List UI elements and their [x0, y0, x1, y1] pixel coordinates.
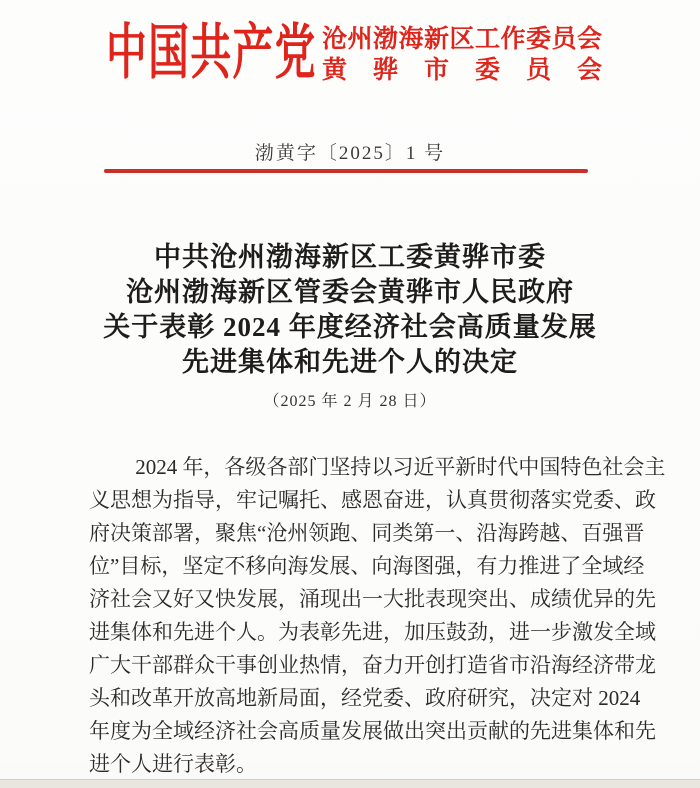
page-bottom-edge [0, 779, 700, 788]
title-line-4: 先进集体和先进个人的决定 [182, 347, 518, 377]
body-line: 头和改革开放高地新局面，经党委、政府研究，决定对 2024 [89, 686, 641, 710]
body-line: 2024 年，各级各部门坚持以习近平新时代中国特色社会主 [135, 455, 666, 479]
body-line: 进集体和先进个人。为表彰先进，加压鼓劲，进一步激发全域 [89, 620, 656, 644]
party-name-text: 中国共产党 [106, 20, 317, 86]
document-body [89, 451, 666, 781]
document-number: 渤黄字〔2025〕1 号 [254, 143, 446, 164]
body-line: 广大干部群众干事创业热情，奋力开创打造省市沿海经济带龙 [89, 653, 656, 677]
org-name-line1: 沧州渤海新区工作委员会 [322, 26, 602, 53]
org-name-line2: 黄骅市委员会 [322, 57, 602, 84]
title-line-1: 中共沧州渤海新区工委黄骅市委 [154, 242, 546, 272]
body-line: 义思想为指导，牢记嘱托、感恩奋进，认真贯彻落实党委、政 [89, 488, 656, 512]
title-line-2: 沧州渤海新区管委会黄骅市人民政府 [126, 277, 574, 307]
body-line: 府决策部署，聚焦“沧州领跑、同类第一、沿海跨越、百强晋 [89, 521, 645, 545]
issuing-org-block [322, 24, 602, 86]
body-line: 年度为全域经济社会高质量发展做出突出贡献的先进集体和先 [89, 719, 656, 743]
title-line-3: 关于表彰 2024 年度经济社会高质量发展 [103, 312, 597, 342]
letterhead [106, 20, 606, 100]
document-title [0, 240, 700, 380]
document-date: （2025 年 2 月 28 日） [263, 393, 437, 410]
body-line: 济社会又好又快发展，涌现出一大批表现突出、成绩优异的先 [89, 587, 656, 611]
red-divider-rule [104, 169, 588, 173]
body-line: 进个人进行表彰。 [89, 752, 257, 776]
body-line: 位”目标，坚定不移向海发展、向海图强，有力推进了全域经 [89, 554, 645, 578]
